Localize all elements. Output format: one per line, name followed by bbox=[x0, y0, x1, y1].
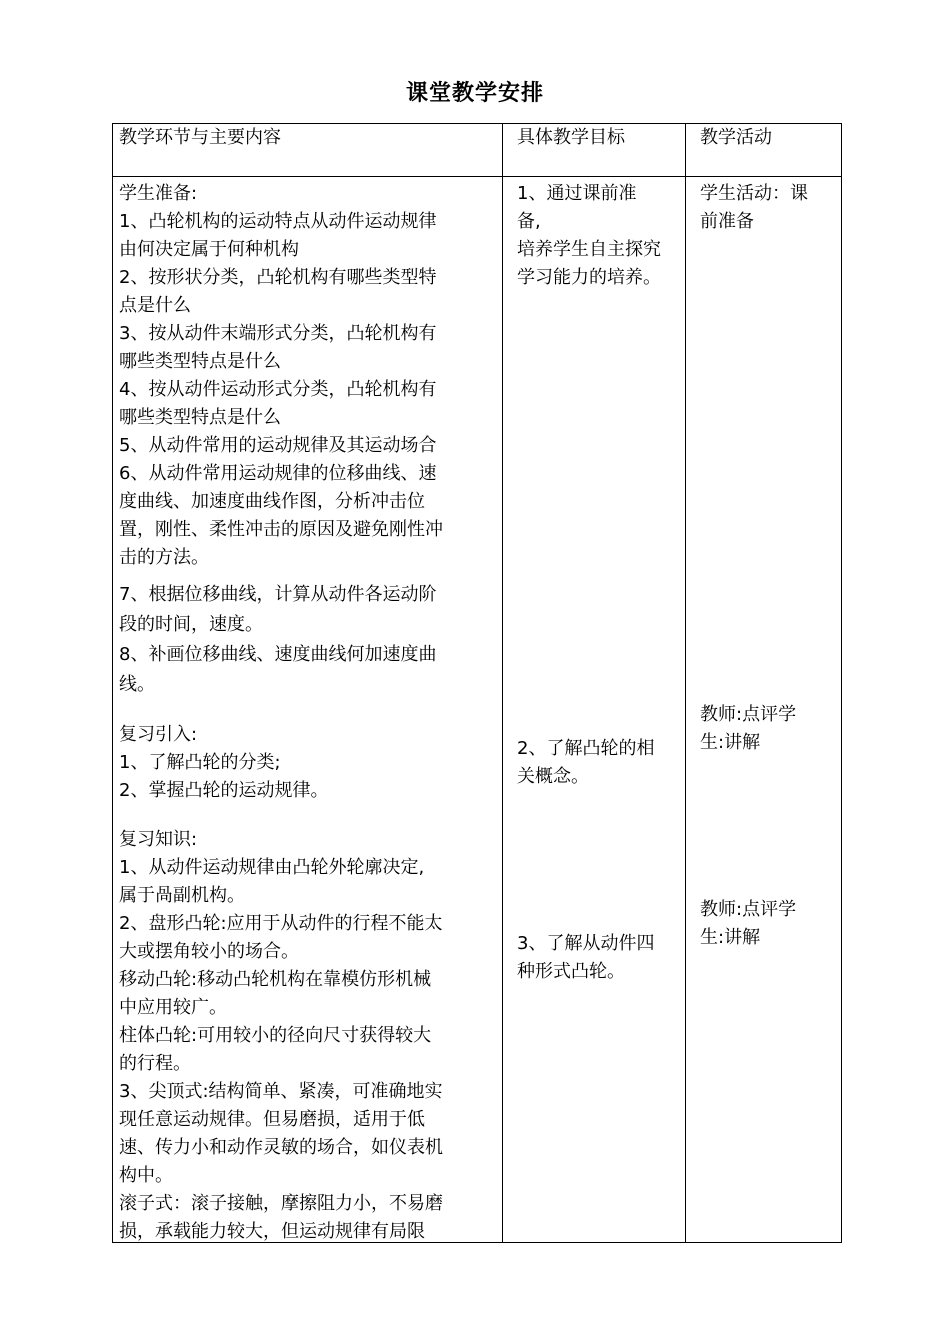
prep-line: 4、按从动件运动形式分类，凸轮机构有 bbox=[119, 379, 437, 400]
goal-line: 2、了解凸轮的相 bbox=[517, 738, 655, 759]
review-knowledge-line: 移动凸轮:移动凸轮机构在靠模仿形机械 bbox=[119, 969, 432, 990]
prep-line: 哪些类型特点是什么 bbox=[119, 351, 281, 372]
goal-3 bbox=[517, 930, 654, 986]
review-knowledge-line: 中应用较广。 bbox=[119, 997, 227, 1018]
prep-line: 5、从动件常用的运动规律及其运动场合 bbox=[119, 435, 437, 456]
review-knowledge-line: 柱体凸轮:可用较小的径向尺寸获得较大 bbox=[119, 1025, 432, 1046]
review-knowledge-heading: 复习知识: bbox=[119, 829, 198, 850]
review-knowledge-line: 的行程。 bbox=[119, 1053, 191, 1074]
review-knowledge-line: 1、从动件运动规律由凸轮外轮廓决定, bbox=[119, 857, 425, 878]
review-intro-line: 1、了解凸轮的分类; bbox=[119, 752, 281, 773]
header-activity-column: 教学活动 bbox=[700, 127, 772, 148]
activity-2 bbox=[700, 701, 796, 757]
prep-line: 由何决定属于何种机构 bbox=[119, 239, 299, 260]
prep-item-8 bbox=[119, 640, 436, 700]
prep-line: 度曲线、加速度曲线作图，分析冲击位 bbox=[119, 491, 425, 512]
prep-line: 6、从动件常用运动规律的位移曲线、速 bbox=[119, 463, 437, 484]
prep-line: 3、按从动件末端形式分类，凸轮机构有 bbox=[119, 323, 437, 344]
review-knowledge-line: 大或摆角较小的场合。 bbox=[119, 941, 299, 962]
table-border-left bbox=[112, 123, 113, 1243]
prep-line: 击的方法。 bbox=[119, 547, 209, 568]
prep-line: 7、根据位移曲线，计算从动件各运动阶 bbox=[119, 584, 437, 605]
review-intro-line: 2、掌握凸轮的运动规律。 bbox=[119, 780, 329, 801]
review-knowledge-line: 现任意运动规律。但易磨损，适用于低 bbox=[119, 1109, 425, 1130]
activity-1 bbox=[700, 180, 808, 236]
review-knowledge-line: 3、尖顶式:结构简单、紧凑，可准确地实 bbox=[119, 1081, 443, 1102]
goal-2 bbox=[517, 735, 654, 791]
header-goal-column: 具体教学目标 bbox=[517, 127, 625, 148]
table-border-right bbox=[841, 123, 842, 1243]
prep-line: 2、按形状分类，凸轮机构有哪些类型特 bbox=[119, 267, 437, 288]
activity-line: 教师:点评学 bbox=[700, 704, 797, 725]
activity-line: 生:讲解 bbox=[700, 927, 761, 948]
review-knowledge-line: 属于咼副机构。 bbox=[119, 885, 245, 906]
prep-line: 哪些类型特点是什么 bbox=[119, 407, 281, 428]
prep-line: 8、补画位移曲线、速度曲线何加速度曲 bbox=[119, 644, 437, 665]
review-knowledge-line: 速、传力小和动作灵敏的场合，如仪表机 bbox=[119, 1137, 443, 1158]
activity-line: 学生活动：课 bbox=[700, 183, 808, 204]
activity-3 bbox=[700, 896, 796, 952]
goal-line: 关概念。 bbox=[517, 766, 589, 787]
prep-heading: 学生准备: bbox=[119, 183, 198, 204]
prep-line: 段的时间，速度。 bbox=[119, 614, 263, 635]
review-knowledge-section bbox=[119, 826, 443, 1246]
table-col-divider-2 bbox=[685, 123, 686, 1243]
review-intro-section bbox=[119, 721, 328, 803]
goal-line: 1、通过课前准 bbox=[517, 183, 637, 204]
activity-line: 教师:点评学 bbox=[700, 899, 797, 920]
table-header-divider bbox=[112, 176, 842, 177]
review-knowledge-line: 滚子式：滚子接触，摩擦阻力小，不易磨 bbox=[119, 1193, 443, 1214]
goal-line: 3、了解从动件四 bbox=[517, 933, 655, 954]
review-knowledge-line: 2、盘形凸轮:应用于从动件的行程不能太 bbox=[119, 913, 443, 934]
goal-line: 培养学生自主探究 bbox=[517, 239, 661, 260]
activity-line: 前准备 bbox=[700, 211, 754, 232]
activity-line: 生:讲解 bbox=[700, 732, 761, 753]
review-knowledge-line: 构中。 bbox=[119, 1165, 173, 1186]
review-knowledge-line: 损，承载能力较大，但运动规律有局限 bbox=[119, 1221, 425, 1242]
prep-section bbox=[119, 180, 443, 572]
review-intro-heading: 复习引入: bbox=[119, 724, 198, 745]
goal-line: 种形式凸轮。 bbox=[517, 961, 625, 982]
prep-item-7 bbox=[119, 580, 436, 640]
page-title: 课堂教学安排 bbox=[405, 81, 544, 106]
goal-1 bbox=[517, 180, 661, 292]
header-content-column: 教学环节与主要内容 bbox=[119, 127, 281, 148]
prep-line: 线。 bbox=[119, 674, 155, 695]
prep-line: 点是什么 bbox=[119, 295, 191, 316]
table-col-divider-1 bbox=[502, 123, 503, 1243]
prep-line: 1、凸轮机构的运动特点从动件运动规律 bbox=[119, 211, 437, 232]
goal-line: 备, bbox=[517, 211, 541, 232]
goal-line: 学习能力的培养。 bbox=[517, 267, 661, 288]
prep-line: 置，刚性、柔性冲击的原因及避免刚性冲 bbox=[119, 519, 443, 540]
